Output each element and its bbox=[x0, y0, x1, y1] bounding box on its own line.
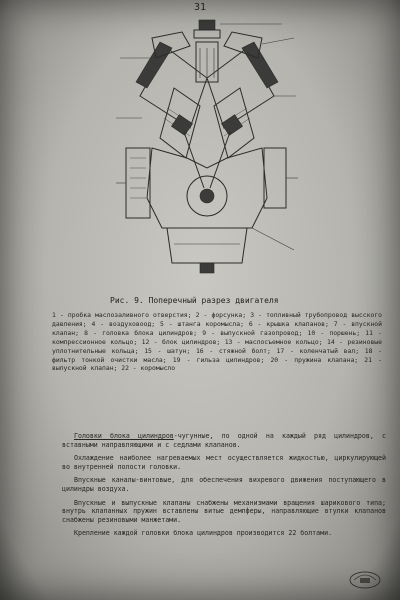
paragraph-cylinder-heads bbox=[62, 432, 386, 449]
paragraph-1-rest: -чугунные, по одной на каждый ряд цилиндров, с вставными направляющими и с седлами клапанов. bbox=[62, 432, 386, 449]
paragraph-fastening: Крепление каждой головки блока цилиндров производится 22 болтами. bbox=[74, 529, 333, 538]
body-text bbox=[62, 432, 386, 543]
figure-legend: 1 - пробка маслозаливного отверстия; 2 - форсунка; 3 - топливный трубопровод высского давления; 4 - воздуховоод; 5 - штанга коромысла; 6 - крышка клапанов; 7 - впускной клапан; 8 - головка блока цилиндров; 9 - выпускной газопровод; 10 - поршень; 11 - компрессионное кольцо; 12 - блок цилиндров; 13 - маслосъемное кольцо; 14 - резиновые уплотнительные кольца; 15 - шатун; 16 - стяжной болт; 17 - коленчатый вал; 18 - фильтр тонкой очистки масла; 19 - гильза цилиндров; 20 - пружина клапана; 21 - выпускной клапан; 22 - коромысло bbox=[52, 311, 382, 373]
paragraph-valves: Впускные и выпускные клапаны снабжены механизмами вращения шарикового типа; внутрь клапанных пружин вставлены витые демпферы, направляющие втулки клапанов снабжены резиновыми манжетами. bbox=[62, 498, 386, 524]
engine-cross-section-drawing bbox=[112, 18, 302, 280]
section-heading: Головки блока цилиндров bbox=[74, 432, 174, 440]
figure-caption: Рис. 9. Поперечный разрез двигателя bbox=[110, 296, 279, 305]
paragraph-cooling: Охлаждение наиболее нагреваемых мест осуществляется жидкостью, циркулирующей во внутренней полости головки. bbox=[62, 454, 386, 471]
paragraph-intake-channels: Впускные каналы-винтовые, для обеспечения вихревого движения поступающего в цилиндры воздуха. bbox=[62, 476, 386, 493]
library-stamp-icon bbox=[348, 568, 382, 590]
page-number: 31 bbox=[193, 2, 207, 13]
